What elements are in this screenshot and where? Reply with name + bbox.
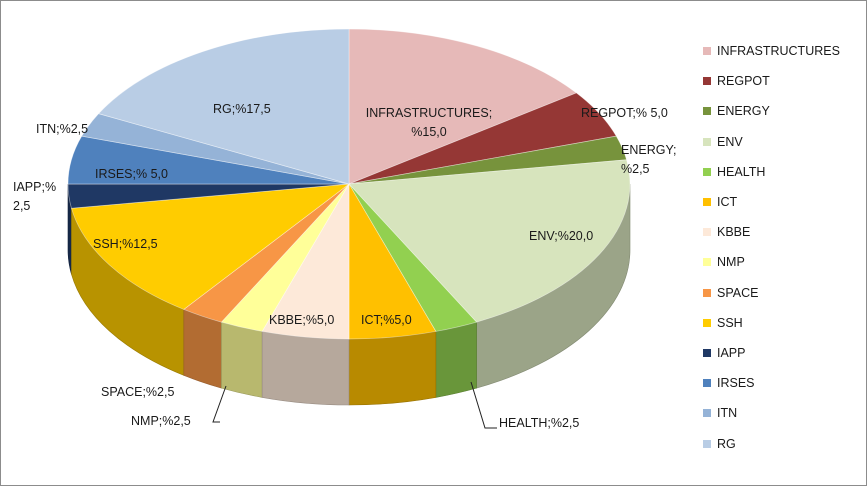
data-label-kbbe: KBBE;%5,0 — [269, 313, 335, 327]
legend-swatch — [703, 409, 711, 417]
legend-item-infrastructures — [703, 36, 863, 66]
pie-side-health — [436, 322, 477, 397]
legend-label: REGPOT — [717, 74, 770, 89]
pie-side-nmp — [221, 322, 262, 397]
legend-label: ICT — [717, 195, 738, 210]
legend-swatch — [703, 379, 711, 387]
pie-side-space — [184, 309, 222, 388]
legend-item-regpot — [703, 66, 863, 96]
data-label-ssh: SSH;%12,5 — [93, 237, 158, 251]
legend-swatch — [703, 198, 711, 206]
legend-label: ENV — [717, 134, 743, 149]
legend-item-irses — [703, 368, 863, 398]
legend-label: ENERGY — [717, 104, 770, 119]
data-label-nmp: NMP;%2,5 — [131, 414, 191, 428]
legend-label: NMP — [717, 255, 745, 270]
pie-side-kbbe — [262, 331, 349, 405]
legend-item-env — [703, 127, 863, 157]
legend-label: HEALTH — [717, 164, 766, 179]
legend-label: SPACE — [717, 285, 759, 300]
legend-swatch — [703, 319, 711, 327]
data-label-ict: ICT;%5,0 — [361, 313, 412, 327]
legend-item-rg — [703, 428, 863, 458]
legend-label: RG — [717, 436, 736, 451]
legend-label: INFRASTRUCTURES — [717, 44, 840, 59]
data-label-energy: ENERGY; %2,5 — [621, 143, 677, 176]
legend-item-energy — [703, 96, 863, 126]
legend-swatch — [703, 289, 711, 297]
legend-item-ict — [703, 187, 863, 217]
data-label-irses: IRSES;% 5,0 — [95, 167, 168, 181]
leader-line-nmp — [213, 386, 226, 422]
legend-swatch — [703, 440, 711, 448]
data-label-rg: RG;%17,5 — [213, 102, 271, 116]
data-label-env: ENV;%20,0 — [529, 229, 594, 243]
legend-item-space — [703, 278, 863, 308]
legend-item-health — [703, 157, 863, 187]
legend-label: SSH — [717, 315, 743, 330]
legend — [703, 36, 863, 459]
data-label-itn: ITN;%2,5 — [36, 122, 89, 136]
legend-swatch — [703, 107, 711, 115]
legend-item-nmp — [703, 247, 863, 277]
data-label-health: HEALTH;%2,5 — [499, 416, 580, 430]
data-label-infrastructures: INFRASTRUCTURES; %15,0 — [365, 106, 493, 139]
legend-swatch — [703, 77, 711, 85]
legend-item-itn — [703, 398, 863, 428]
legend-swatch — [703, 228, 711, 236]
data-label-space: SPACE;%2,5 — [101, 385, 175, 399]
legend-item-iapp — [703, 338, 863, 368]
data-label-regpot: REGPOT;% 5,0 — [581, 106, 668, 120]
legend-swatch — [703, 349, 711, 357]
legend-swatch — [703, 138, 711, 146]
legend-label: IRSES — [717, 376, 755, 391]
legend-item-kbbe — [703, 217, 863, 247]
pie-slices — [68, 29, 630, 339]
legend-label: ITN — [717, 406, 738, 421]
legend-label: IAPP — [717, 345, 746, 360]
legend-swatch — [703, 168, 711, 176]
legend-swatch — [703, 258, 711, 266]
legend-swatch — [703, 47, 711, 55]
legend-label: KBBE — [717, 225, 751, 240]
leader-line-health — [471, 382, 497, 428]
data-label-iapp: IAPP;% 2,5 — [13, 180, 57, 213]
legend-item-ssh — [703, 308, 863, 338]
pie-side-ict — [349, 331, 436, 405]
